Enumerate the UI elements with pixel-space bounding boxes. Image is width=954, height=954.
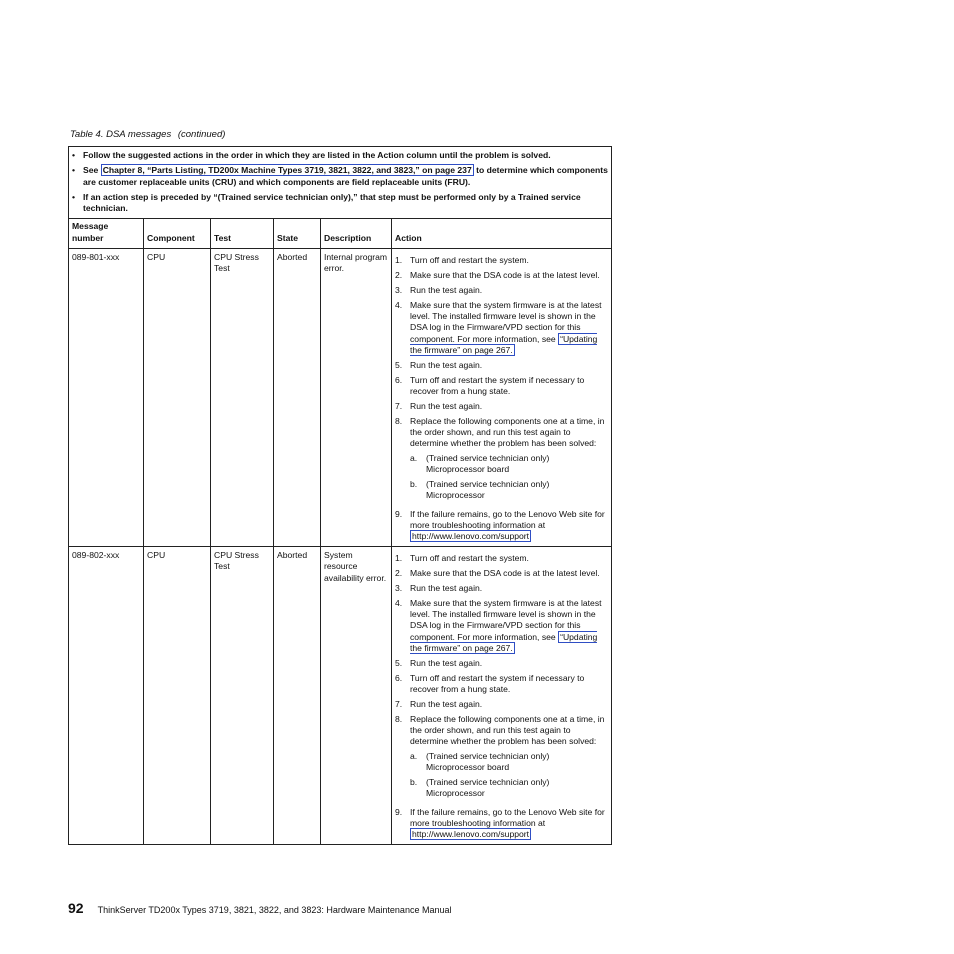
table-row: [69, 249, 612, 547]
action-step: 9. If the failure remains, go to the Lenovo Web site for more troubleshooting information at http://www.lenovo.com/support: [395, 806, 605, 840]
action-step: 7. Run the test again.: [395, 698, 483, 709]
action-step: 3. Run the test again.: [395, 582, 483, 593]
action-step: 8. Replace the following components one at a time, in the order shown, and run this test again to determine whether the problem has been solved: a. (Trained service technician only) Microprocessor board b. (Trained service technician only) Microprocessor: [395, 416, 608, 505]
updating-firmware-link[interactable]: “Updating the firmware” on page 267.: [410, 333, 598, 355]
header-message-number: Message number: [69, 219, 144, 249]
header-state: State: [274, 219, 321, 249]
table-notes: [69, 147, 612, 219]
replace-substeps: [410, 751, 608, 800]
header-test: Test: [211, 219, 274, 249]
header-component: Component: [144, 219, 211, 249]
action-steps: [395, 249, 608, 542]
sub-step: b. (Trained service technician only) Microprocessor: [410, 478, 550, 501]
component: CPU: [144, 547, 211, 845]
action: [392, 249, 612, 547]
updating-firmware-link[interactable]: “Updating the firmware” on page 267.: [410, 631, 598, 653]
description: System resource availability error.: [321, 547, 392, 845]
note-1: • Follow the suggested actions in the order in which they are listed in the Action column until the problem is solved.: [72, 150, 551, 160]
note-3: • If an action step is preceded by “(Trained service technician only),” that step must be performed only by a Trained service technician.: [72, 191, 581, 214]
table-row: [69, 547, 612, 845]
header-row: [69, 219, 612, 249]
action-step: 4. Make sure that the system firmware is at the latest level. The installed firmware level is shown in the DSA log in the Firmware/VPD section for this component. For more information, see “Updating the firmware” on page 267.: [395, 299, 602, 355]
action-step: 5. Run the test again.: [395, 359, 483, 370]
chapter-8-link[interactable]: Chapter 8, “Parts Listing, TD200x Machine Types 3719, 3821, 3822, and 3823,” on page 237: [102, 165, 472, 176]
test: CPU Stress Test: [211, 547, 274, 845]
note-2: • See Chapter 8, “Parts Listing, TD200x Machine Types 3719, 3821, 3822, and 3823,” on page 237 to determine which components are customer replaceable units (CRU) and which components are field replaceable units (FRU).: [72, 165, 608, 187]
page-footer: [68, 900, 451, 916]
action-step: 3. Run the test again.: [395, 284, 483, 295]
sub-step: a. (Trained service technician only) Microprocessor board: [410, 750, 550, 773]
action-step: 4. Make sure that the system firmware is at the latest level. The installed firmware level is shown in the DSA log in the Firmware/VPD section for this component. For more information, see “Updating the firmware” on page 267.: [395, 597, 602, 653]
caption-label: Table 4. DSA messages: [70, 129, 172, 140]
description: Internal program error.: [321, 249, 392, 547]
dsa-messages-table: [68, 146, 612, 845]
lenovo-support-link[interactable]: http://www.lenovo.com/support: [412, 531, 530, 542]
action-steps: [395, 547, 608, 840]
message-number: 089-802-xxx: [69, 547, 144, 845]
action: [392, 547, 612, 845]
page-number: 92: [68, 900, 84, 916]
action-step: 8. Replace the following components one at a time, in the order shown, and run this test again to determine whether the problem has been solved: a. (Trained service technician only) Microprocessor board b. (Trained service technician only) Microprocessor: [395, 714, 608, 803]
state: Aborted: [274, 249, 321, 547]
test: CPU Stress Test: [211, 249, 274, 547]
lenovo-support-link[interactable]: http://www.lenovo.com/support: [412, 829, 530, 840]
message-number: 089-801-xxx: [69, 249, 144, 547]
table-caption: [70, 129, 225, 140]
manual-title: ThinkServer TD200x Types 3719, 3821, 3822, and 3823: Hardware Maintenance Manual: [97, 905, 452, 915]
state: Aborted: [274, 547, 321, 845]
caption-continued: (continued): [177, 129, 226, 140]
header-description: Description: [321, 219, 392, 249]
action-step: 5. Run the test again.: [395, 657, 483, 668]
component: CPU: [144, 249, 211, 547]
header-action: Action: [392, 219, 612, 249]
action-step: 6. Turn off and restart the system if necessary to recover from a hung state.: [395, 672, 585, 695]
action-step: 6. Turn off and restart the system if necessary to recover from a hung state.: [395, 374, 585, 397]
replace-substeps: [410, 453, 608, 502]
action-step: 2. Make sure that the DSA code is at the latest level.: [395, 269, 600, 280]
action-step: 9. If the failure remains, go to the Lenovo Web site for more troubleshooting information at http://www.lenovo.com/support: [395, 508, 605, 542]
action-step: 1. Turn off and restart the system.: [395, 255, 529, 266]
action-step: 2. Make sure that the DSA code is at the latest level.: [395, 568, 600, 579]
action-step: 7. Run the test again.: [395, 400, 483, 411]
sub-step: a. (Trained service technician only) Microprocessor board: [410, 452, 550, 474]
action-step: 1. Turn off and restart the system.: [395, 553, 529, 564]
sub-step: b. (Trained service technician only) Microprocessor: [410, 776, 550, 799]
